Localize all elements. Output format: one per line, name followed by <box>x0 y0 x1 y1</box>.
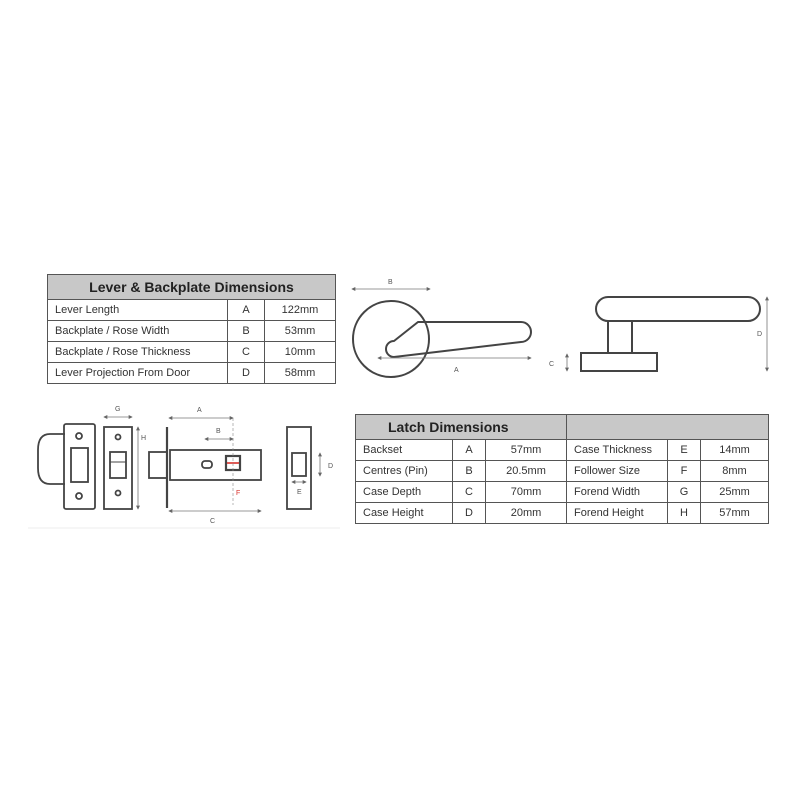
dim-e-label: E <box>297 489 302 496</box>
row-code2: F <box>668 461 701 482</box>
dim-h-label: H <box>141 435 147 442</box>
row-code2: G <box>668 482 701 503</box>
lever-handle <box>386 322 531 357</box>
row-code: A <box>228 300 265 321</box>
row-code: C <box>453 482 486 503</box>
row-code2: H <box>668 503 701 524</box>
latch-table-title: Latch Dimensions <box>356 415 567 440</box>
dim-c-label: C <box>549 361 555 368</box>
row-label: Centres (Pin) <box>356 461 453 482</box>
latch-spring-slot <box>202 461 212 468</box>
row-code: D <box>453 503 486 524</box>
dim-d-label: D <box>757 331 763 338</box>
row-label2: Forend Height <box>567 503 668 524</box>
dim-c-latch-label: C <box>210 518 216 525</box>
row-code: B <box>453 461 486 482</box>
lever-table-title: Lever & Backplate Dimensions <box>48 275 336 300</box>
latch-case <box>170 450 261 480</box>
rose-circle <box>353 301 429 377</box>
row-value: 58mm <box>265 363 336 384</box>
row-label: Backplate / Rose Thickness <box>48 342 228 363</box>
lever-bar <box>596 297 760 321</box>
row-value: 53mm <box>265 321 336 342</box>
lever-neck <box>608 321 632 353</box>
dim-a-label: A <box>454 367 459 374</box>
latch-bolt <box>149 452 167 478</box>
row-value2: 57mm <box>701 503 769 524</box>
row-label: Backplate / Rose Width <box>48 321 228 342</box>
row-label: Case Height <box>356 503 453 524</box>
row-value2: 14mm <box>701 440 769 461</box>
strike-body <box>64 424 95 509</box>
row-value: 20mm <box>486 503 567 524</box>
strike-screw-bottom <box>76 493 82 499</box>
row-code2: E <box>668 440 701 461</box>
rose-plate <box>581 353 657 371</box>
forend-plate <box>104 427 132 509</box>
forend-screw-top <box>116 435 121 440</box>
end-view-case <box>292 453 306 476</box>
row-label2: Follower Size <box>567 461 668 482</box>
dim-b-latch-label: B <box>216 428 221 435</box>
latch-end-view <box>287 427 311 509</box>
row-code: D <box>228 363 265 384</box>
row-value2: 25mm <box>701 482 769 503</box>
row-value: 57mm <box>486 440 567 461</box>
row-value: 10mm <box>265 342 336 363</box>
row-value: 122mm <box>265 300 336 321</box>
row-code: B <box>228 321 265 342</box>
row-label2: Forend Width <box>567 482 668 503</box>
row-label: Backset <box>356 440 453 461</box>
row-label: Lever Projection From Door <box>48 363 228 384</box>
dim-b-label: B <box>388 279 393 286</box>
strike-opening <box>71 448 88 482</box>
end-view-plate <box>287 427 311 509</box>
row-code: C <box>228 342 265 363</box>
row-value2: 8mm <box>701 461 769 482</box>
forend-screw-bottom <box>116 491 121 496</box>
row-code: A <box>453 440 486 461</box>
row-value: 20.5mm <box>486 461 567 482</box>
strike-plate <box>38 424 95 509</box>
strike-lip <box>38 434 65 484</box>
row-label2: Case Thickness <box>567 440 668 461</box>
row-label: Case Depth <box>356 482 453 503</box>
forend-latch-opening <box>110 452 126 478</box>
row-label: Lever Length <box>48 300 228 321</box>
dim-d-latch-label: D <box>328 463 334 470</box>
strike-screw-top <box>76 433 82 439</box>
dim-g-label: G <box>115 406 121 413</box>
dim-a-latch-label: A <box>197 407 202 414</box>
dim-f-label: F <box>236 490 241 497</box>
row-value: 70mm <box>486 482 567 503</box>
lever-side-view <box>581 297 763 371</box>
lever-top-view <box>353 301 531 377</box>
